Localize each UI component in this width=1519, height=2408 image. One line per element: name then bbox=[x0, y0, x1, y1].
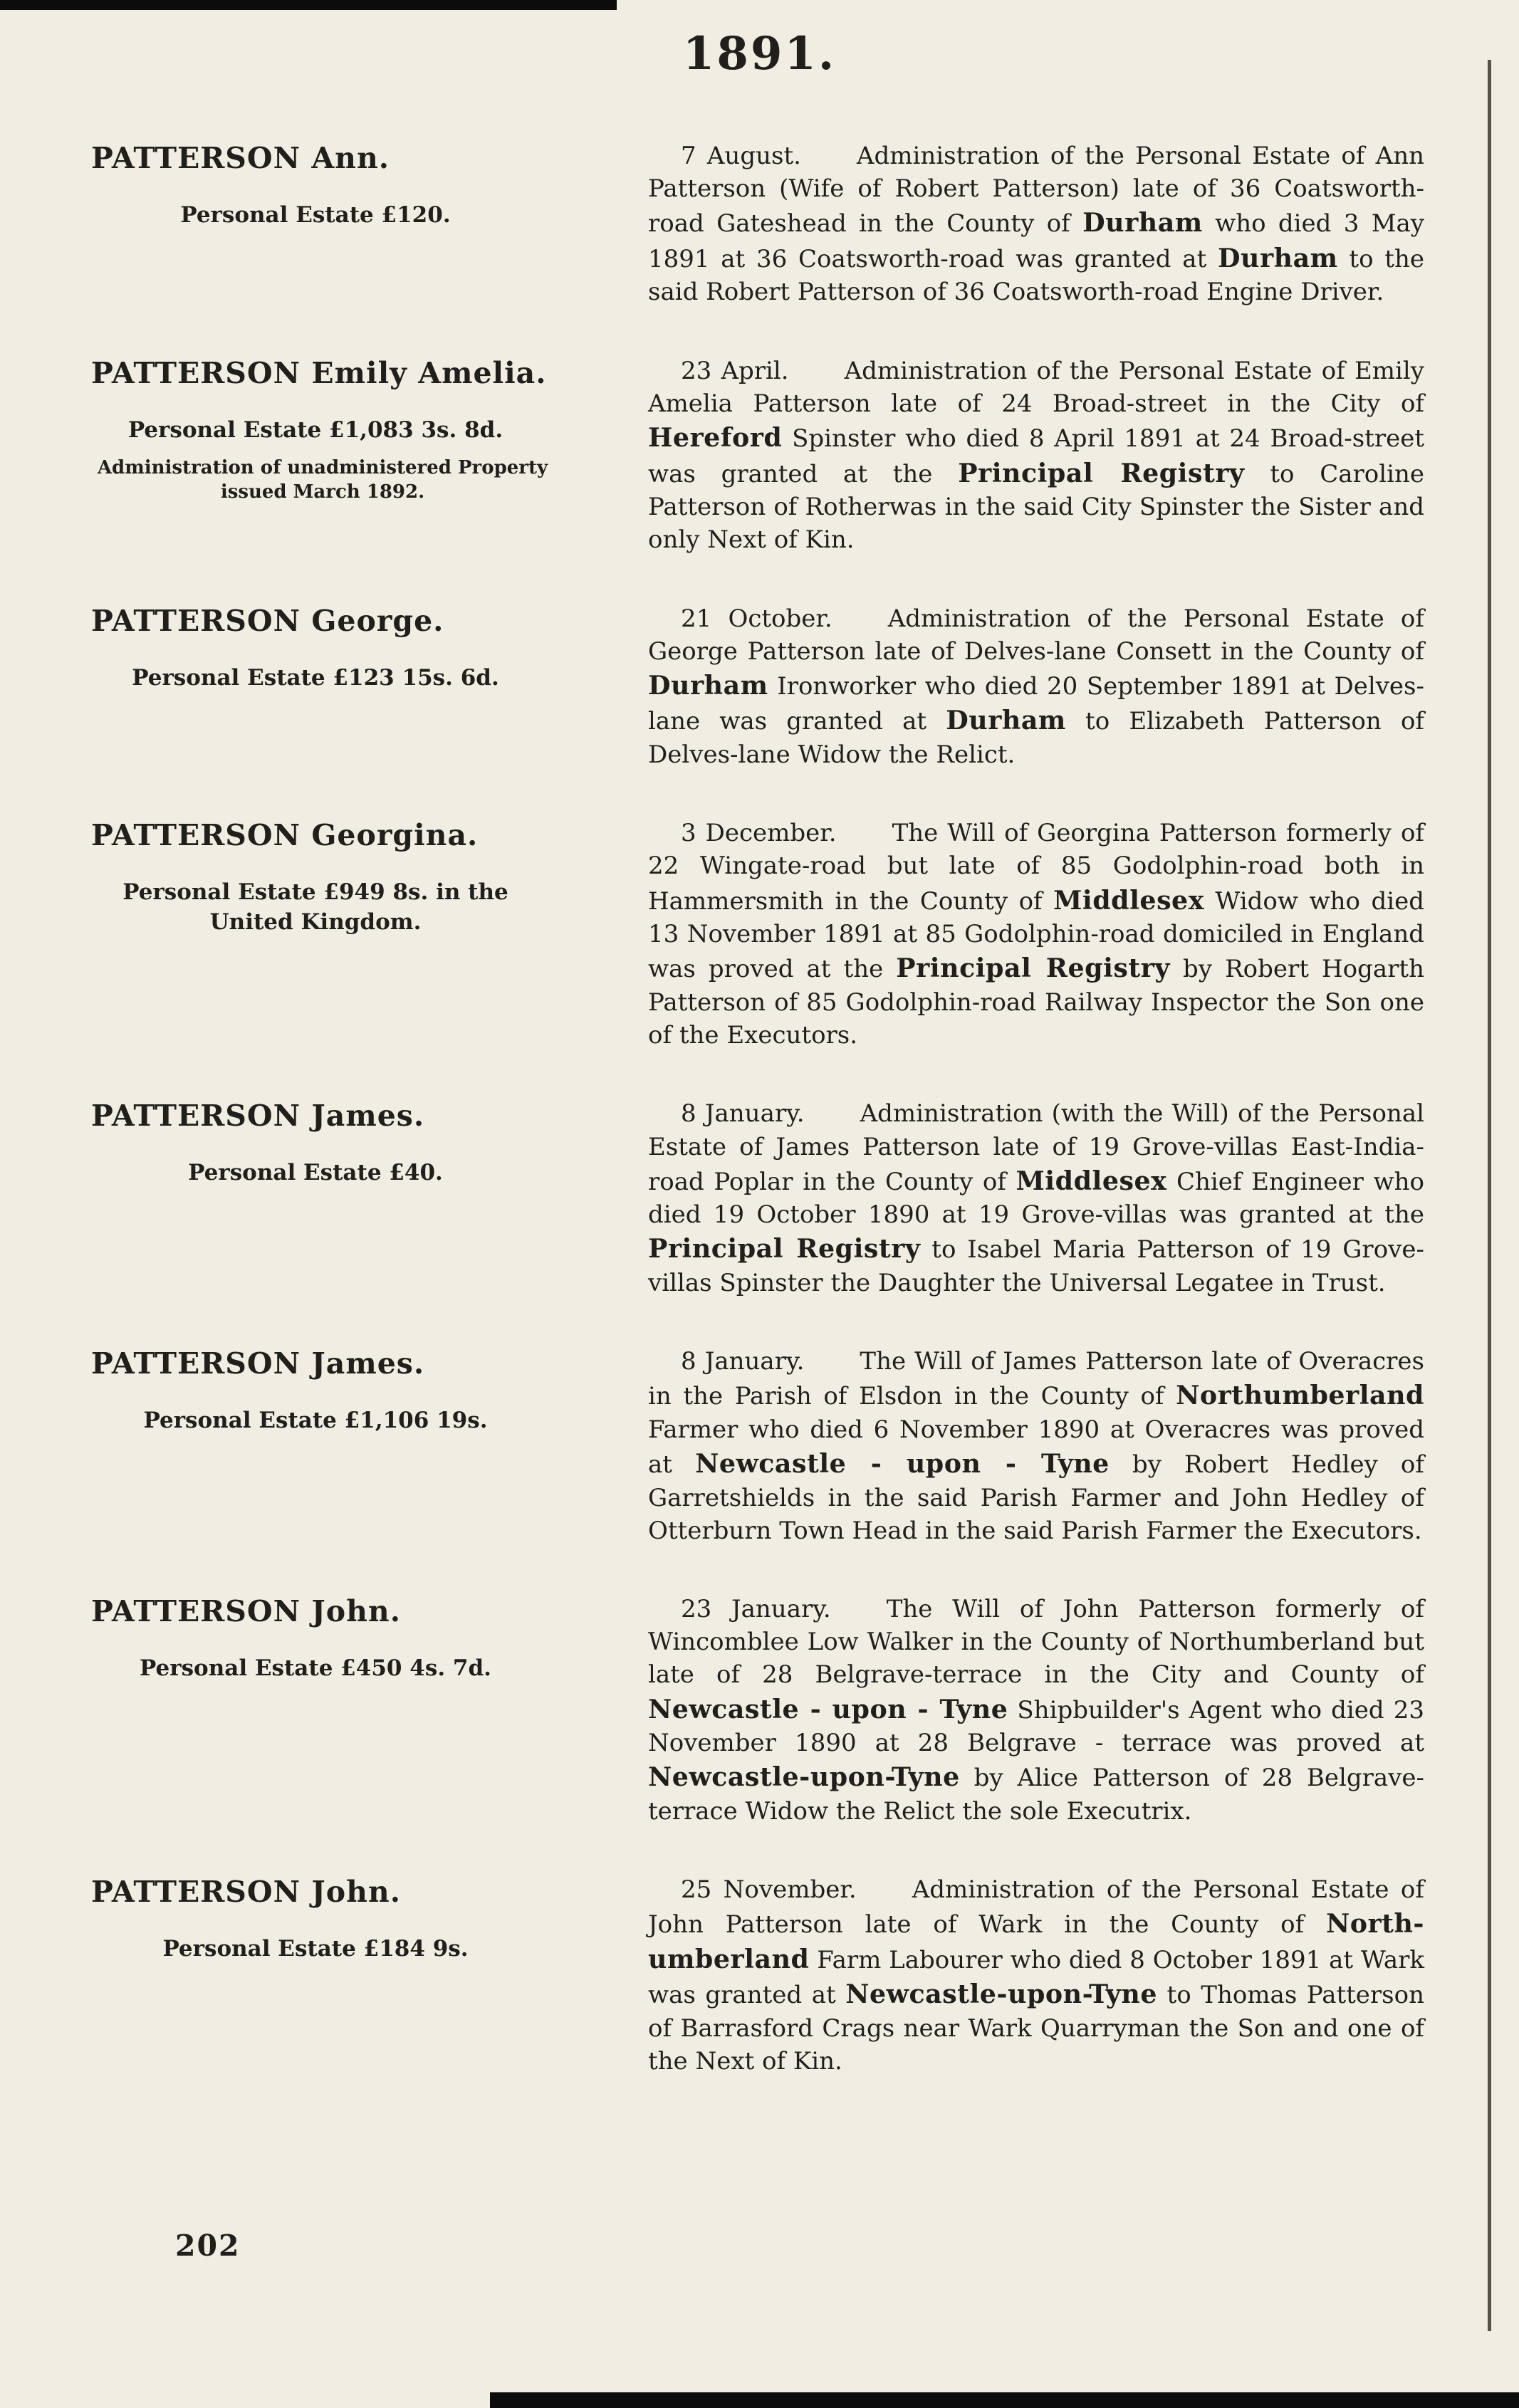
entry-left-column bbox=[91, 1593, 597, 1828]
administration-note: Administration of unadministered Property issued March 1892. bbox=[97, 457, 548, 503]
grant-paragraph bbox=[648, 1873, 1424, 2078]
entry-left-column bbox=[91, 1873, 597, 2078]
entry-left-column bbox=[91, 140, 597, 309]
year-heading: 1891. bbox=[682, 27, 837, 80]
grant-text: The Will of John Patterson formerly of Wincomblee Low Walker in the County of Northumberland but late of 28 Belgrave-terrace in the City and County of Newcastle - upon - Tyne Shipbuilder's Agent who died 23 November 1890 at 28 Belgrave - terrace was proved at Newcastle-upon-Tyne by Alice Patterson of 28 Belgrave-terrace Widow the Relict the sole Executrix. bbox=[648, 1595, 1424, 1826]
probate-entry bbox=[91, 817, 1424, 1052]
grant-text: Administration of the Personal Estate of George Patterson late of Delves-lane Consett in the County of Durham Ironworker who died 20 September 1891 at Delves-lane was granted at Durham to Elizabeth Patterson of Delves-lane Widow the Relict. bbox=[648, 604, 1424, 769]
grant-text: Administration of the Personal Estate of Emily Amelia Patterson late of 24 Broad-street in the City of Hereford Spinster who died 8 April 1891 at 24 Broad-street was granted at the Principal Registry to Caroline Patterson of Rotherwas in the said City Spinster the Sister and only Next of Kin. bbox=[648, 356, 1424, 555]
personal-estate-value: Personal Estate £450 4s. 7d. bbox=[140, 1655, 491, 1682]
grant-text: Administration (with the Will) of the Personal Estate of James Patterson late of 19 Grove-villas East-India-road Poplar in the County of Middlesex Chief Engineer who died 19 October 1890 at 19 Grove-villas was granted at the Principal Registry to Isabel Maria Patterson of 19 Grove-villas Spinster the Daughter the Universal Legatee in Trust. bbox=[648, 1099, 1424, 1297]
probate-entry bbox=[91, 1873, 1424, 2078]
grant-date: 8 January. bbox=[681, 1347, 805, 1376]
grant-date: 23 January. bbox=[681, 1595, 831, 1624]
grant-text: Administration of the Personal Estate of John Patterson late of Wark in the County of North-umberland Farm Labourer who died 8 October 1891 at Wark was granted at Newcastle-upon-Tyne to Thomas Patterson of Barrasford Crags near Wark Quarryman the Son and one of the Next of Kin. bbox=[648, 1875, 1424, 2075]
scan-edge-artifact-top bbox=[0, 0, 617, 10]
grant-text: Administration of the Personal Estate of Ann Patterson (Wife of Robert Patterson) late of 36 Coatsworth-road Gateshead in the County of Durham who died 3 May 1891 at 36 Coatsworth-road was granted at Durham to the said Robert Patterson of 36 Coatsworth-road Engine Driver. bbox=[648, 142, 1424, 307]
probate-entry bbox=[91, 602, 1424, 772]
scan-edge-artifact-bottom bbox=[490, 2392, 1519, 2408]
personal-estate-value: Personal Estate £949 8s. in the United Kingdom. bbox=[122, 879, 508, 935]
grant-paragraph bbox=[648, 140, 1424, 309]
probate-entry bbox=[91, 1097, 1424, 1299]
grant-paragraph bbox=[648, 1593, 1424, 1828]
grant-paragraph bbox=[648, 1345, 1424, 1547]
grant-date: 7 August. bbox=[681, 142, 801, 170]
grant-date: 3 December. bbox=[681, 819, 837, 848]
entry-left-column bbox=[91, 602, 597, 772]
personal-estate-value: Personal Estate £1,106 19s. bbox=[143, 1408, 488, 1434]
deceased-name: PATTERSON Ann. bbox=[91, 141, 390, 175]
personal-estate-value: Personal Estate £120. bbox=[180, 202, 451, 228]
personal-estate-value: Personal Estate £184 9s. bbox=[162, 1936, 469, 1962]
deceased-name: PATTERSON John. bbox=[91, 1875, 402, 1910]
deceased-name: PATTERSON John. bbox=[91, 1594, 402, 1629]
personal-estate-value: Personal Estate £40. bbox=[188, 1160, 443, 1186]
page-number: 202 bbox=[175, 2229, 241, 2263]
grant-text: The Will of James Patterson late of Overacres in the Parish of Elsdon in the County of Northumberland Farmer who died 6 November 1890 at Overacres was proved at Newcastle - upon - Tyne by Robert Hedley of Garretshields in the said Parish Farmer and John Hedley of Otterburn Town Head in the said Parish Farmer the Executors. bbox=[648, 1347, 1424, 1545]
personal-estate-value: Personal Estate £123 15s. 6d. bbox=[132, 664, 499, 691]
entries-list bbox=[91, 140, 1424, 2123]
grant-text: The Will of Georgina Patterson formerly of 22 Wingate-road but late of 85 Godolphin-road both in Hammersmith in the County of Middlesex Widow who died 13 November 1891 at 85 Godolphin-road domiciled in England was proved at the Principal Registry by Robert Hogarth Patterson of 85 Godolphin-road Railway Inspector the Son one of the Executors. bbox=[648, 819, 1424, 1050]
grant-date: 21 October. bbox=[681, 604, 832, 633]
deceased-name: PATTERSON Emily Amelia. bbox=[91, 355, 547, 390]
grant-date: 8 January. bbox=[681, 1099, 805, 1129]
grant-date: 25 November. bbox=[681, 1875, 857, 1905]
probate-entry bbox=[91, 1345, 1424, 1547]
entry-left-column bbox=[91, 1345, 597, 1547]
grant-paragraph bbox=[648, 817, 1424, 1052]
probate-entry bbox=[91, 1593, 1424, 1828]
deceased-name: PATTERSON James. bbox=[91, 1099, 425, 1134]
grant-paragraph bbox=[648, 355, 1424, 557]
probate-entry bbox=[91, 355, 1424, 557]
entry-left-column bbox=[91, 355, 597, 557]
grant-date: 23 April. bbox=[681, 356, 789, 385]
entry-left-column bbox=[91, 817, 597, 1052]
grant-paragraph bbox=[648, 1097, 1424, 1299]
scan-edge-artifact-right bbox=[1488, 60, 1491, 2331]
probate-entry bbox=[91, 140, 1424, 309]
deceased-name: PATTERSON James. bbox=[91, 1346, 425, 1381]
deceased-name: PATTERSON Georgina. bbox=[91, 818, 479, 853]
entry-left-column bbox=[91, 1097, 597, 1299]
personal-estate-value: Personal Estate £1,083 3s. 8d. bbox=[127, 417, 503, 443]
grant-paragraph bbox=[648, 602, 1424, 772]
deceased-name: PATTERSON George. bbox=[91, 603, 444, 638]
